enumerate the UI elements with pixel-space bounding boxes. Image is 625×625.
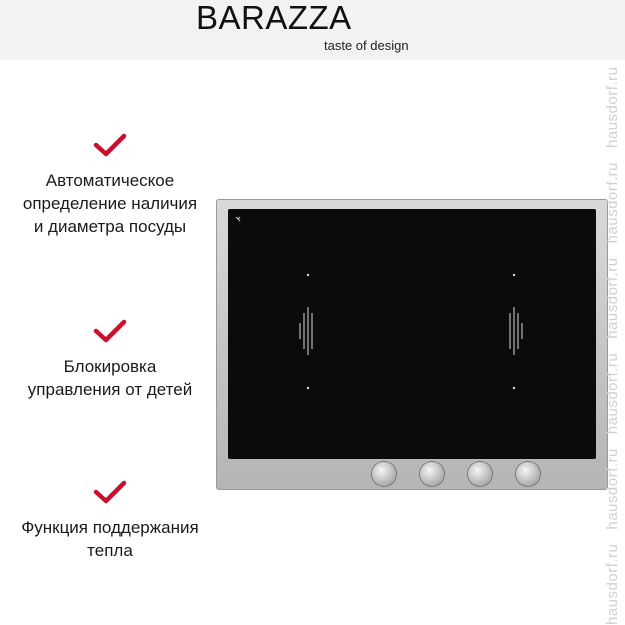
feature-label: Функция поддержания тепла — [21, 518, 199, 560]
brand-tagline: taste of design — [324, 38, 409, 53]
control-knob — [468, 462, 492, 486]
feature-label: Автоматическое определение наличия и диаметра посуды — [22, 171, 198, 236]
watermark: hausdorf.ru hausdorf.ru hausdorf.ru hausdorf.ru hausdorf.ru hausdorf.ru — [604, 66, 621, 625]
check-icon — [93, 480, 127, 504]
product-image-cooktop — [216, 199, 608, 490]
cooktop-glass-surface — [228, 209, 596, 459]
feature-label: Блокировка управления от детей — [27, 357, 193, 399]
check-icon — [93, 319, 127, 343]
control-knob — [420, 462, 444, 486]
control-knob — [372, 462, 396, 486]
header-bar — [0, 0, 625, 60]
cooktop-zone-markings — [228, 209, 596, 459]
control-knob — [516, 462, 540, 486]
check-icon — [93, 133, 127, 157]
brand-logo: BARAZZA — [196, 0, 352, 36]
feature-item-auto-detect — [20, 133, 200, 238]
feature-item-keep-warm — [20, 480, 200, 562]
feature-item-child-lock — [20, 319, 200, 401]
